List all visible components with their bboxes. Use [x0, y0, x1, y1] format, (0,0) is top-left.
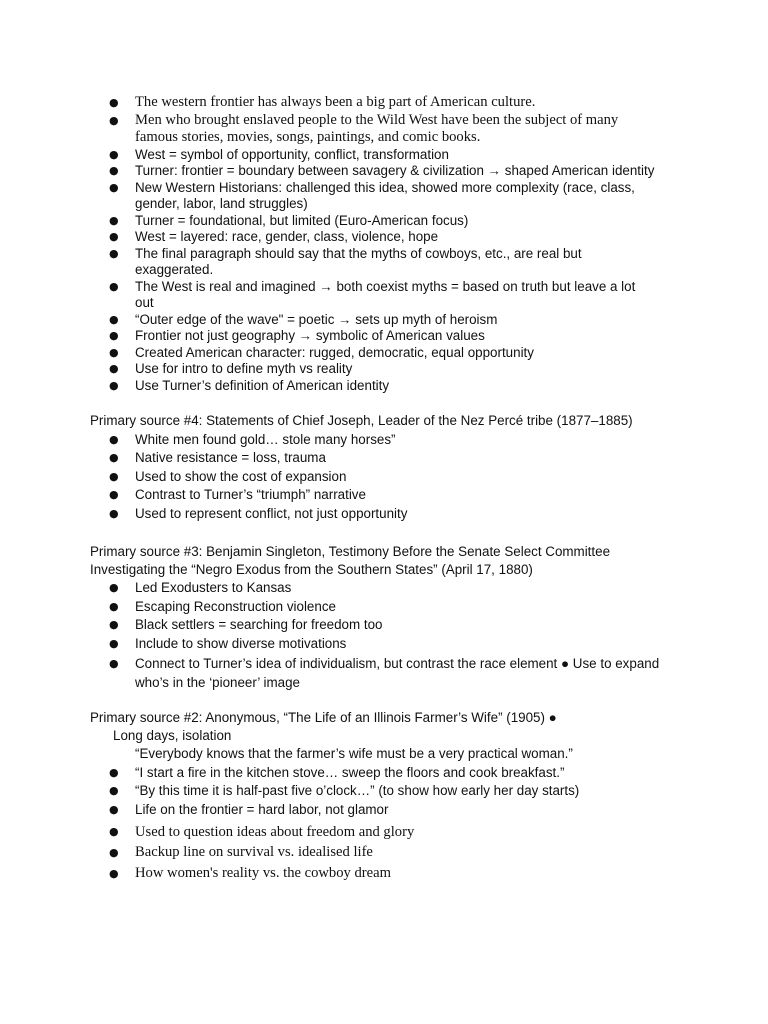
list-item: ● Native resistance = loss, trauma — [90, 450, 710, 467]
list-item: ● Men who brought enslaved people to the Wild West have been the subject of many famous stories, movies, songs, paintings, and comic books. — [90, 112, 690, 147]
list-item: ● Turner = foundational, but limited (Euro-American focus) — [90, 213, 690, 230]
source-3-section — [90, 543, 710, 692]
quote-line: “Everybody knows that the farmer’s wife must be a very practical woman.” — [135, 745, 573, 761]
source-2-heading: Primary source #2: Anonymous, “The Life of an Illinois Farmer’s Wife” (1905) ● — [90, 710, 557, 725]
list-item: ● Black settlers = searching for freedom too — [90, 617, 710, 634]
list-item: ● “By this time it is half-past five o’clock…” (to show how early her day starts) — [90, 783, 710, 800]
list-item: ● Life on the frontier = hard labor, not glamor — [90, 802, 710, 819]
list-item: ● Connect to Turner’s idea of individualism, but contrast the race element ● Use to expand who’s in the ‘pioneer’ image — [90, 654, 710, 692]
intro-bullet-list — [90, 94, 690, 394]
list-item: ● Contrast to Turner’s “triumph” narrative — [90, 487, 710, 504]
source-3-heading-line-1: Primary source #3: Benjamin Singleton, Testimony Before the Senate Select Committee — [90, 544, 611, 559]
list-item: ● The final paragraph should say that the myths of cowboys, etc., are real but exaggerated. — [90, 246, 690, 279]
list-item: ● New Western Historians: challenged this idea, showed more complexity (race, class, gender, labor, land struggles) — [90, 180, 690, 213]
source-2-section — [90, 709, 710, 884]
list-item: ● Include to show diverse motivations — [90, 636, 710, 653]
list-item: ● Backup line on survival vs. idealised life — [90, 842, 710, 863]
list-item: ● West = symbol of opportunity, conflict, transformation — [90, 147, 690, 164]
list-item: ● Used to represent conflict, not just opportunity — [90, 506, 710, 523]
long-days-line: Long days, isolation — [113, 727, 232, 743]
list-item: ● Use for intro to define myth vs reality — [90, 361, 690, 378]
list-item: ● The West is real and imagined → both coexist myths = based on truth but leave a lot out — [90, 279, 690, 312]
list-item: ● “Outer edge of the wave" = poetic → sets up myth of heroism — [90, 312, 690, 329]
list-item: ● Used to question ideas about freedom and glory — [90, 822, 710, 842]
list-item: ● “I start a fire in the kitchen stove… sweep the floors and cook breakfast.” — [90, 765, 710, 782]
list-item: ● Used to show the cost of expansion — [90, 469, 710, 486]
source-4-heading: Primary source #4: Statements of Chief Joseph, Leader of the Nez Percé tribe (1877–1885) — [90, 413, 633, 428]
list-item: ● West = layered: race, gender, class, violence, hope — [90, 229, 690, 246]
list-item: ● Escaping Reconstruction violence — [90, 599, 710, 616]
list-item: ● Use Turner’s definition of American identity — [90, 378, 690, 395]
list-item: ● White men found gold… stole many horses” — [90, 432, 710, 449]
list-item: ● Led Exodusters to Kansas — [90, 580, 710, 597]
list-item: ● Created American character: rugged, democratic, equal opportunity — [90, 345, 690, 362]
list-item: ● Frontier not just geography → symbolic of American values — [90, 328, 690, 345]
source-3-heading-line-2: Investigating the “Negro Exodus from the Southern States” (April 17, 1880) — [90, 561, 533, 577]
list-item: ● How women's reality vs. the cowboy dream — [90, 863, 710, 884]
list-item: ● Turner: frontier = boundary between savagery & civilization → shaped American identity — [90, 163, 690, 180]
source-4-section — [90, 412, 710, 522]
list-item: ● The western frontier has always been a big part of American culture. — [90, 94, 690, 112]
